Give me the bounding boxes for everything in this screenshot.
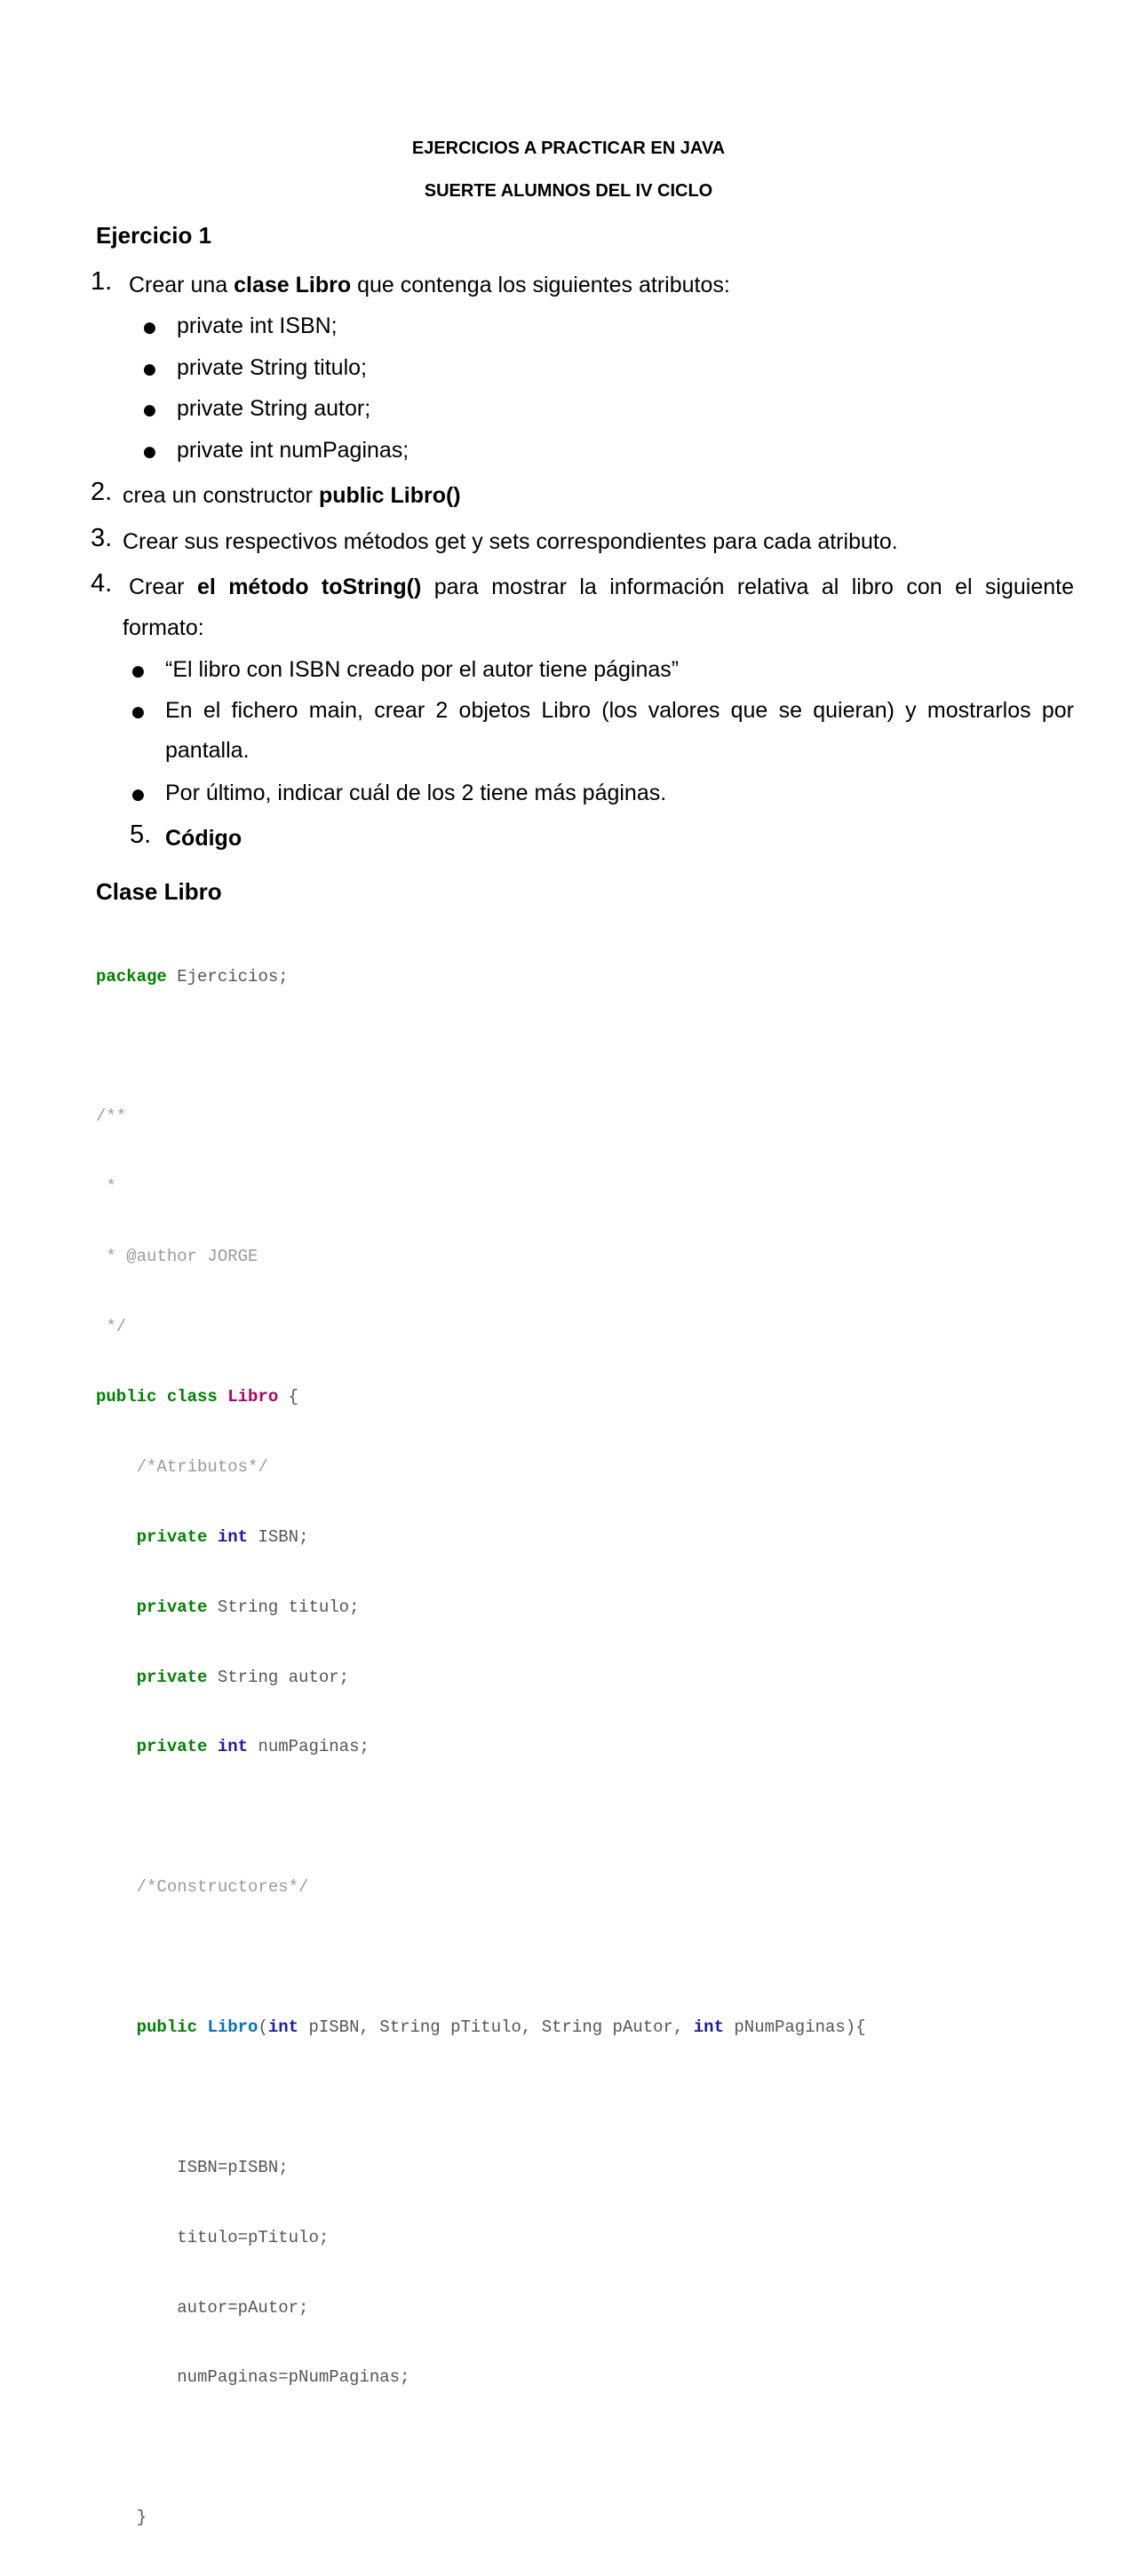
- code-keyword: private: [136, 1737, 208, 1757]
- code-line: [96, 2156, 866, 2179]
- code-text: pNumPaginas){: [723, 2017, 866, 2037]
- code-text: numPaginas;: [248, 1737, 370, 1757]
- code-type: int: [217, 1526, 249, 1547]
- code-line-blank: [96, 2436, 866, 2459]
- code-type: int: [267, 2017, 299, 2037]
- code-comment: /*Constructores*/: [136, 1877, 309, 1898]
- code-line: [96, 1596, 866, 1619]
- code-text: Ejercicios;: [166, 966, 289, 987]
- format-item: En el fichero main, crear 2 objetos Libro (los valores que se quieran) y mostrarlos por: [165, 698, 1074, 723]
- code-line-blank: [96, 1946, 866, 1969]
- code-comment: * @author JORGE: [96, 1247, 258, 1267]
- code-comment: /**: [96, 1106, 127, 1127]
- bullet-icon: ●: [143, 401, 156, 419]
- bullet-icon: ●: [143, 443, 156, 461]
- item-2-pre: crea un constructor: [123, 483, 319, 508]
- code-keyword: public: [136, 2017, 198, 2037]
- format-item: Por último, indicar cuál de los 2 tiene más páginas.: [165, 781, 667, 805]
- item-1-text: [129, 273, 730, 298]
- document-subtitle: SUERTE ALUMNOS DEL IV CICLO: [424, 181, 713, 201]
- code-text: autor=pAutor;: [177, 2297, 309, 2318]
- item-1-post: que contenga los siguientes atributos:: [351, 273, 730, 297]
- code-line: [96, 1245, 866, 1268]
- code-text: titulo=pTitulo;: [177, 2227, 330, 2247]
- item-number-4: 4.: [91, 569, 113, 598]
- code-text: ISBN=pISBN;: [177, 2157, 289, 2177]
- item-4-line2: formato:: [123, 615, 204, 640]
- bullet-icon: ●: [131, 662, 145, 680]
- exercise-heading: Ejercicio 1: [96, 222, 212, 249]
- code-type: int: [217, 1737, 249, 1757]
- code-constructor-name: Libro: [207, 2017, 258, 2037]
- code-line: [96, 1735, 866, 1758]
- item-5-text: [165, 826, 242, 852]
- code-line-blank: [96, 1034, 866, 1058]
- code-line: [96, 1875, 866, 1898]
- item-number-1: 1.: [91, 267, 113, 296]
- code-keyword: private: [136, 1526, 208, 1547]
- code-line: [96, 1526, 866, 1549]
- code-type: int: [693, 2017, 724, 2037]
- code-text: numPaginas=pNumPaginas;: [177, 2367, 410, 2388]
- format-item-continuation: pantalla.: [165, 738, 250, 763]
- attribute-item: private String autor;: [177, 396, 371, 421]
- bullet-icon: ●: [131, 703, 145, 721]
- code-line: [96, 965, 866, 988]
- code-line: [96, 2016, 866, 2039]
- item-2-text: [123, 483, 461, 509]
- code-keyword: class: [166, 1386, 218, 1407]
- bullet-icon: ●: [131, 786, 145, 804]
- code-line: [96, 1175, 866, 1198]
- code-section-heading: Clase Libro: [96, 878, 222, 905]
- format-item: “El libro con ISBN creado por el autor tiene páginas”: [165, 657, 680, 682]
- code-line: [96, 2296, 866, 2319]
- code-line-blank: [96, 2086, 866, 2109]
- code-class-name: Libro: [227, 1386, 279, 1407]
- code-line: [96, 2506, 866, 2529]
- code-keyword: private: [136, 1597, 208, 1617]
- code-line: [96, 2226, 866, 2249]
- item-5-bold: Código: [165, 826, 243, 851]
- code-text: (: [258, 2017, 268, 2037]
- code-line: [96, 1315, 866, 1338]
- item-4-rest: para mostrar la información relativa al libro con el siguiente: [433, 575, 1075, 599]
- code-block: [96, 918, 866, 2576]
- item-1-pre: Crear una: [129, 273, 235, 297]
- code-comment: /*Atributos*/: [136, 1456, 268, 1477]
- item-2-bold: public Libro(): [318, 483, 461, 508]
- bullet-icon: ●: [143, 319, 156, 337]
- code-text: ISBN;: [248, 1526, 309, 1547]
- code-text: String titulo;: [207, 1597, 360, 1617]
- code-comment: */: [96, 1317, 127, 1337]
- code-text: }: [136, 2508, 147, 2528]
- code-comment: *: [96, 1177, 116, 1197]
- item-4-first-word: Crear: [129, 575, 185, 599]
- code-line: [96, 1666, 866, 1689]
- attribute-item: private String titulo;: [177, 355, 367, 380]
- item-number-3: 3.: [91, 524, 113, 552]
- code-line: [96, 1455, 866, 1478]
- code-line: [96, 1385, 866, 1408]
- code-keyword: public: [96, 1386, 157, 1407]
- code-line-blank: [96, 1805, 866, 1828]
- item-number-5: 5.: [130, 820, 152, 849]
- code-keyword: private: [136, 1667, 208, 1687]
- item-1-bold: clase Libro: [234, 273, 352, 297]
- attribute-item: private int numPaginas;: [177, 438, 409, 463]
- code-text: String autor;: [207, 1667, 350, 1687]
- document-title: EJERCICIOS A PRACTICAR EN JAVA: [411, 139, 726, 158]
- item-4-text: [129, 575, 1074, 600]
- code-line: [96, 2366, 866, 2389]
- item-number-2: 2.: [91, 478, 113, 506]
- code-text: pISBN, String pTitulo, String pAutor,: [298, 2017, 694, 2037]
- attribute-item: private int ISBN;: [177, 313, 338, 338]
- code-text: {: [278, 1386, 299, 1407]
- code-line: [96, 1105, 866, 1128]
- item-4-bold: el método toString(): [196, 575, 422, 599]
- bullet-icon: ●: [143, 361, 156, 378]
- code-keyword: package: [96, 966, 167, 987]
- item-3-text: Crear sus respectivos métodos get y sets correspondientes para cada atributo.: [123, 529, 898, 554]
